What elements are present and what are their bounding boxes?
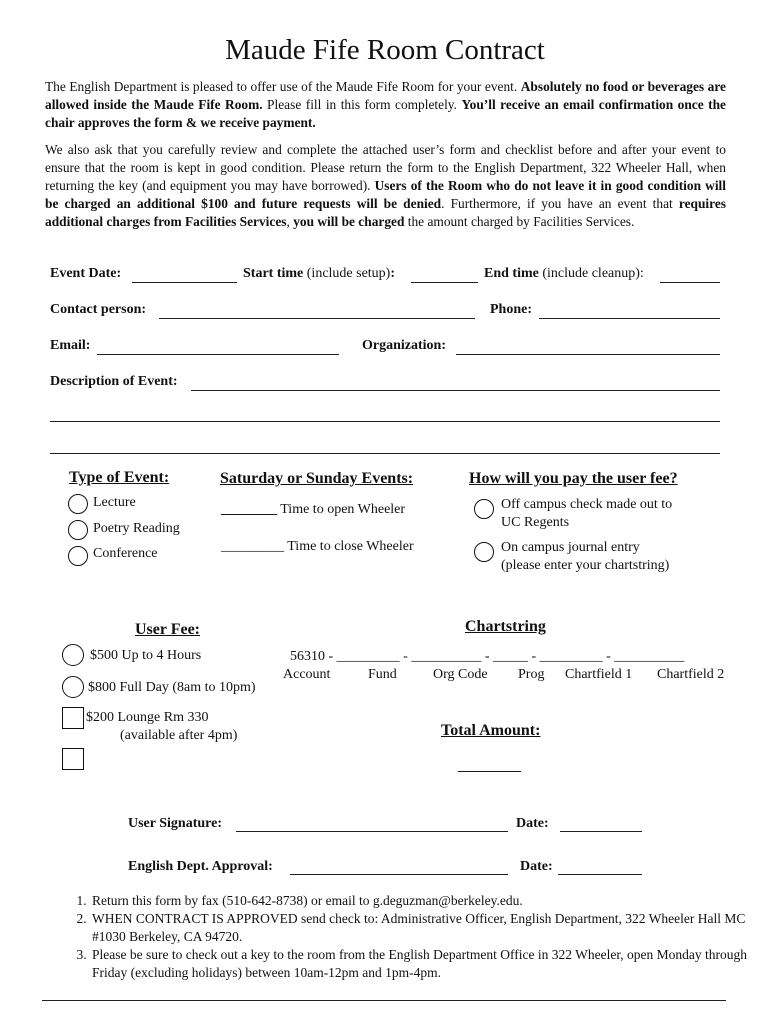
end-time-field[interactable] [660, 282, 720, 283]
poetry-reading-radio[interactable] [68, 520, 88, 540]
chartstring-chartfield-2-label: Chartfield 2 [657, 667, 725, 682]
instruction-item-1: 1. Return this form by fax (510-642-8738) or email to g.deguzman@berkeley.edu. [90, 892, 770, 910]
phone-label: Phone: [490, 302, 532, 317]
journal-entry-label-1: On campus journal entry [501, 540, 640, 555]
check-payment-label-1: Off campus check made out to [501, 497, 673, 512]
fee-lounge-label-2: (available after 4pm) [120, 728, 238, 743]
fee-extra-checkbox[interactable] [62, 748, 84, 770]
payment-method-heading: How will you pay the user fee? [469, 470, 678, 487]
lecture-label: Lecture [93, 495, 136, 510]
fee-500-radio[interactable] [62, 644, 84, 666]
intro-paragraph-1: The English Department is pleased to offer use of the Maude Fife Room for your event. Absolutely no food or beverages are allowed inside the Maude Fife Room. Please fill in this form completely. You’ll receive an email confirmation once the chair approves the form & we receive payment. [45, 79, 726, 130]
instruction-item-2: 2. WHEN CONTRACT IS APPROVED send check to: Administrative Officer, English Department, 322 Wheeler Hall MC #1030 Berkeley, CA 94720. [90, 910, 770, 946]
start-time-field[interactable] [411, 282, 478, 283]
chartstring-chartfield-1-label: Chartfield 1 [565, 667, 633, 682]
poetry-reading-label: Poetry Reading [93, 521, 180, 536]
organization-label: Organization: [362, 338, 446, 353]
start-time-label: Start time (include setup): [243, 266, 396, 281]
check-payment-label-2: UC Regents [501, 515, 570, 530]
lecture-radio[interactable] [68, 494, 88, 514]
total-amount-field[interactable]: _________ [458, 759, 521, 774]
signature-date-field[interactable] [560, 831, 642, 832]
page-title: Maude Fife Room Contract [225, 34, 545, 66]
dept-approval-label: English Dept. Approval: [128, 859, 273, 874]
chartstring-fund-label: Fund [368, 667, 397, 682]
open-time-row: ________ Time to open Wheeler [221, 502, 406, 517]
event-date-field[interactable] [132, 282, 237, 283]
journal-entry-label-2: (please enter your chartstring) [501, 558, 670, 573]
weekend-events-heading: Saturday or Sunday Events: [220, 470, 414, 487]
check-payment-radio[interactable] [474, 499, 494, 519]
close-time-blank[interactable]: _________ [221, 539, 284, 554]
email-field[interactable] [97, 354, 339, 355]
type-of-event-heading: Type of Event: [69, 469, 170, 486]
chartstring-org-code-label: Org Code [433, 667, 488, 682]
signature-date-label: Date: [516, 816, 549, 831]
open-time-blank[interactable]: ________ [221, 502, 277, 517]
chartstring-field[interactable]: 56310 - _________ - __________ - _____ - _________ - __________ [290, 649, 685, 664]
fee-800-label: $800 Full Day (8am to 10pm) [88, 680, 256, 695]
bottom-divider [42, 1000, 726, 1001]
user-signature-field[interactable] [236, 831, 508, 832]
contact-person-field[interactable] [159, 318, 475, 319]
fee-lounge-checkbox[interactable] [62, 707, 84, 729]
organization-field[interactable] [456, 354, 720, 355]
fee-800-radio[interactable] [62, 676, 84, 698]
chartstring-account-label: Account [283, 667, 331, 682]
description-field[interactable] [191, 390, 720, 391]
description-label: Description of Event: [50, 374, 178, 389]
approval-date-label: Date: [520, 859, 553, 874]
close-time-row: _________ Time to close Wheeler [221, 539, 414, 554]
journal-entry-radio[interactable] [474, 542, 494, 562]
contact-person-label: Contact person: [50, 302, 147, 317]
description-field-line-2[interactable] [50, 421, 720, 422]
end-time-label: End time (include cleanup): [484, 266, 644, 281]
total-amount-heading: Total Amount: [441, 722, 541, 739]
approval-date-field[interactable] [558, 874, 642, 875]
fee-lounge-label-1: $200 Lounge Rm 330 [86, 710, 209, 725]
fee-500-label: $500 Up to 4 Hours [90, 648, 202, 663]
intro-paragraph-2: We also ask that you carefully review and complete the attached user’s form and checklist before and after your event to ensure that the room is kept in good condition. Please return the form to the English Department, 322 Wheeler Hall, when returning the key (and equipment you may have borrowed). Users of the Room who do not leave it in good condition will be charged an additional $100 and future requests will be denied. Furthermore, if you have an event that requires additional charges from Facilities Services, you will be charged the amount charged by Facilities Services. [45, 142, 726, 229]
conference-label: Conference [93, 546, 158, 561]
email-label: Email: [50, 338, 91, 353]
description-field-line-3[interactable] [50, 453, 720, 454]
user-signature-label: User Signature: [128, 816, 222, 831]
instructions-list [45, 892, 770, 982]
dept-approval-field[interactable] [290, 874, 508, 875]
instruction-item-3: 3. Please be sure to check out a key to the room from the English Department Office in 322 Wheeler, open Monday through Friday (excluding holidays) between 10am-12pm and 1pm-4pm. [90, 946, 770, 982]
user-fee-heading: User Fee: [135, 621, 200, 638]
event-date-label: Event Date: [50, 266, 122, 281]
chartstring-prog-label: Prog [518, 667, 545, 682]
chartstring-heading: Chartstring [465, 618, 546, 635]
phone-field[interactable] [539, 318, 720, 319]
conference-radio[interactable] [68, 546, 88, 566]
